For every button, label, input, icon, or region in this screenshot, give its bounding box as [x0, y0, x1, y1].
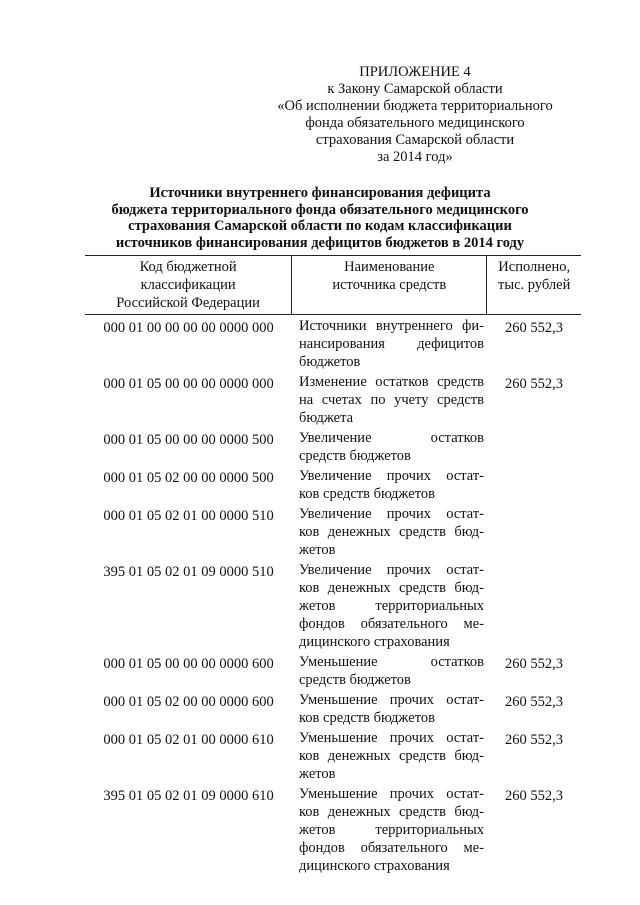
header-code-line: классификации — [140, 277, 236, 293]
table-row — [85, 561, 581, 651]
row-amount — [487, 467, 581, 503]
header-code-line: Российской Федерации — [116, 295, 260, 311]
row-name-line: Увеличение прочих остат- — [299, 468, 484, 484]
row-name-line: ков денежных средств бюд- — [299, 524, 484, 540]
row-amount — [487, 505, 581, 559]
row-amount: 260 552,3 — [505, 376, 563, 392]
row-name-line: Уменьшение прочих остат- — [299, 730, 484, 746]
appendix-line: «Об исполнении бюджета территориального — [277, 98, 553, 114]
row-name — [292, 505, 487, 559]
row-code: 395 01 05 02 01 09 0000 510 — [103, 564, 274, 580]
appendix-line: страхования Самарской области — [315, 132, 515, 148]
appendix-line: за 2014 год» — [377, 149, 453, 165]
document-title — [70, 185, 570, 251]
row-code: 395 01 05 02 01 09 0000 610 — [103, 788, 274, 804]
row-name-line: жетов территориальных — [299, 598, 484, 614]
row-amount — [487, 429, 581, 465]
row-code: 000 01 05 02 00 00 0000 500 — [103, 470, 274, 486]
table-row — [85, 373, 581, 427]
row-name-line: жетов — [299, 542, 336, 558]
header-code-line: Код бюджетной — [139, 259, 237, 275]
table-row — [85, 317, 581, 371]
row-name-line: на счетах по учету средств — [299, 392, 484, 408]
appendix-header — [270, 64, 560, 166]
table-row — [85, 691, 581, 727]
row-name-line: ков денежных средств бюд- — [299, 748, 484, 764]
appendix-line: фонда обязательного медицинского — [305, 115, 525, 131]
header-name-line: источника средств — [332, 277, 447, 293]
row-name-line: нансирования дефицитов — [299, 336, 484, 352]
title-line: источников финансирования дефицитов бюджетов в 2014 году — [115, 234, 525, 251]
row-name-line: жетов территориальных — [299, 822, 484, 838]
header-name-line: Наименование — [344, 259, 435, 275]
row-name-line: фондов обязательного ме- — [299, 840, 484, 856]
row-name-line: бюджета — [299, 410, 354, 426]
title-line: бюджета территориального фонда обязательного медицинского — [111, 201, 529, 218]
title-line: страхования Самарской области по кодам классификации — [128, 218, 512, 234]
row-name-line: дицинского страхования — [299, 634, 450, 650]
row-amount: 260 552,3 — [505, 694, 563, 710]
row-name-line: Увеличение остатков — [299, 430, 484, 446]
row-name — [292, 785, 487, 875]
header-code — [85, 256, 292, 314]
financing-sources-table — [85, 255, 581, 875]
row-name-line: средств бюджетов — [299, 448, 411, 464]
row-name-line: Уменьшение прочих остат- — [299, 692, 484, 708]
row-code: 000 01 05 02 00 00 0000 600 — [103, 694, 274, 710]
row-name-line: средств бюджетов — [299, 672, 411, 688]
table-row — [85, 505, 581, 559]
row-name-line: ков денежных средств бюд- — [299, 580, 484, 596]
header-amount-line: тыс. рублей — [498, 277, 571, 293]
appendix-line: ПРИЛОЖЕНИЕ 4 — [359, 64, 471, 80]
row-name-line: бюджетов — [299, 354, 361, 370]
row-name-line: Увеличение прочих остат- — [299, 506, 484, 522]
row-name-line: ков денежных средств бюд- — [299, 804, 484, 820]
row-name-line: Источники внутреннего фи- — [299, 318, 484, 334]
row-name — [292, 561, 487, 651]
row-code: 000 01 05 02 01 00 0000 610 — [103, 732, 274, 748]
table-row — [85, 653, 581, 689]
row-code: 000 01 05 00 00 00 0000 500 — [103, 432, 274, 448]
row-name-line: Уменьшение остатков — [299, 654, 484, 670]
header-name — [292, 256, 487, 314]
title-line: Источники внутреннего финансирования дефицита — [149, 185, 491, 201]
row-name — [292, 467, 487, 503]
row-amount — [487, 561, 581, 651]
table-header — [85, 255, 581, 315]
appendix-line: к Закону Самарской области — [327, 81, 503, 97]
header-amount-line: Исполнено, — [498, 259, 571, 275]
row-amount: 260 552,3 — [505, 656, 563, 672]
row-code: 000 01 00 00 00 00 0000 000 — [103, 320, 274, 336]
row-amount: 260 552,3 — [505, 320, 563, 336]
table-row — [85, 785, 581, 875]
row-name — [292, 729, 487, 783]
row-name — [292, 373, 487, 427]
row-name — [292, 317, 487, 371]
row-name-line: Уменьшение прочих остат- — [299, 786, 484, 802]
table-row — [85, 467, 581, 503]
row-name-line: дицинского страхования — [299, 858, 450, 874]
row-name-line: ков средств бюджетов — [299, 486, 435, 502]
row-name-line: фондов обязательного ме- — [299, 616, 484, 632]
table-row — [85, 729, 581, 783]
row-name — [292, 653, 487, 689]
row-name-line: жетов — [299, 766, 336, 782]
row-name — [292, 429, 487, 465]
row-code: 000 01 05 00 00 00 0000 600 — [103, 656, 274, 672]
table-body — [85, 317, 581, 875]
row-name-line: ков средств бюджетов — [299, 710, 435, 726]
row-code: 000 01 05 02 01 00 0000 510 — [103, 508, 274, 524]
header-amount — [487, 256, 581, 314]
row-amount: 260 552,3 — [505, 732, 563, 748]
row-name-line: Увеличение прочих остат- — [299, 562, 484, 578]
row-name-line: Изменение остатков средств — [299, 374, 484, 390]
row-name — [292, 691, 487, 727]
row-amount: 260 552,3 — [505, 788, 563, 804]
table-row — [85, 429, 581, 465]
row-code: 000 01 05 00 00 00 0000 000 — [103, 376, 274, 392]
